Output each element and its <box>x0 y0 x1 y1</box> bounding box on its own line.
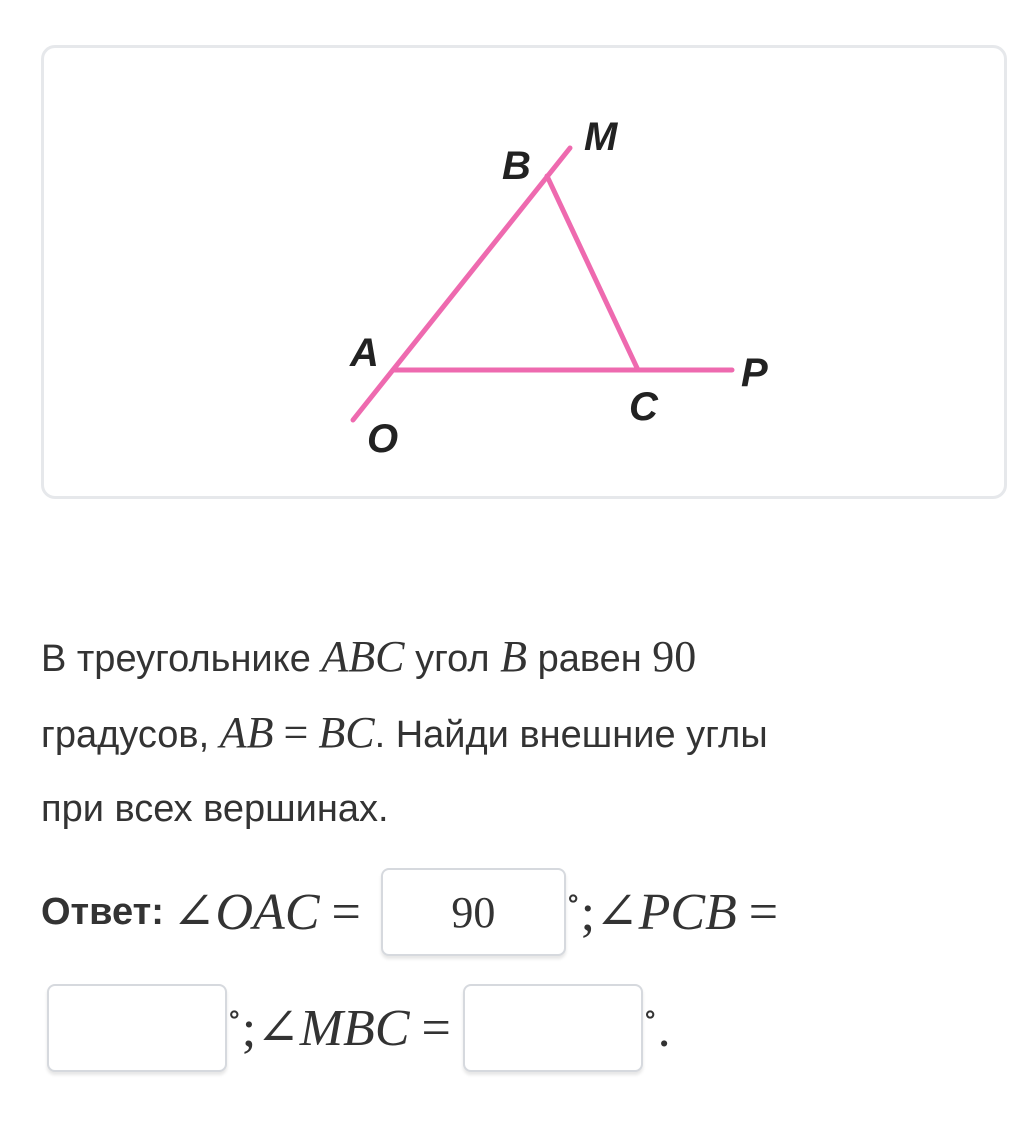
degree-sep-1 <box>566 881 595 943</box>
equals-sign: = <box>331 884 361 941</box>
problem-text-part: при всех вершинах. <box>41 788 389 830</box>
equals-sign: = <box>748 884 779 941</box>
period: . <box>657 1001 671 1058</box>
degree-sep-2 <box>227 997 256 1059</box>
angle-pcb-input[interactable] <box>47 984 227 1072</box>
label-point-p: P <box>741 351 768 395</box>
label-point-a: A <box>350 331 379 375</box>
angle-mbc-label: ∠MBC <box>256 1000 410 1057</box>
label-point-m: M <box>584 115 618 159</box>
math-bc: BC <box>318 708 375 757</box>
problem-text-part: градусов, <box>41 714 220 756</box>
problem-text-part: равен <box>527 638 653 680</box>
angle-pcb-expression <box>595 882 790 942</box>
math-vertex-b: B <box>500 632 528 681</box>
figure-card <box>41 45 1007 499</box>
triangle-figure <box>44 48 1010 502</box>
degree-sign: ∘ <box>565 882 581 915</box>
equals-sign: = <box>421 1000 451 1057</box>
separator: ; <box>241 1001 257 1058</box>
angle-oac-expression <box>172 882 373 942</box>
angle-oac-input[interactable] <box>381 868 566 956</box>
separator: ; <box>580 885 596 942</box>
label-point-o: O <box>367 417 399 461</box>
degree-sign: ∘ <box>642 998 658 1031</box>
problem-text-part: . Найди внешние углы <box>374 714 768 756</box>
degree-end <box>643 997 671 1059</box>
problem-text <box>41 620 981 846</box>
math-triangle-abc: ABC <box>321 632 405 681</box>
problem-text-part: В треугольнике <box>41 638 322 680</box>
answer-row-2 <box>41 982 671 1074</box>
angle-mbc-expression <box>256 998 463 1058</box>
math-ninety: 90 <box>652 632 697 681</box>
angle-mbc-input[interactable] <box>463 984 643 1072</box>
answer-label: Ответ: <box>41 890 164 933</box>
label-point-b: B <box>502 144 531 188</box>
segment-bc <box>547 176 638 370</box>
label-point-c: C <box>629 385 658 429</box>
math-equals: = <box>283 708 309 757</box>
degree-sign: ∘ <box>227 998 242 1031</box>
ray-ab-extended <box>353 148 570 420</box>
angle-oac-label: ∠OAC <box>171 884 320 941</box>
angle-pcb-label: ∠PCB <box>595 884 737 941</box>
math-ab: AB <box>219 708 274 757</box>
problem-text-part: угол <box>404 638 501 680</box>
answer-row-1 <box>41 866 790 958</box>
